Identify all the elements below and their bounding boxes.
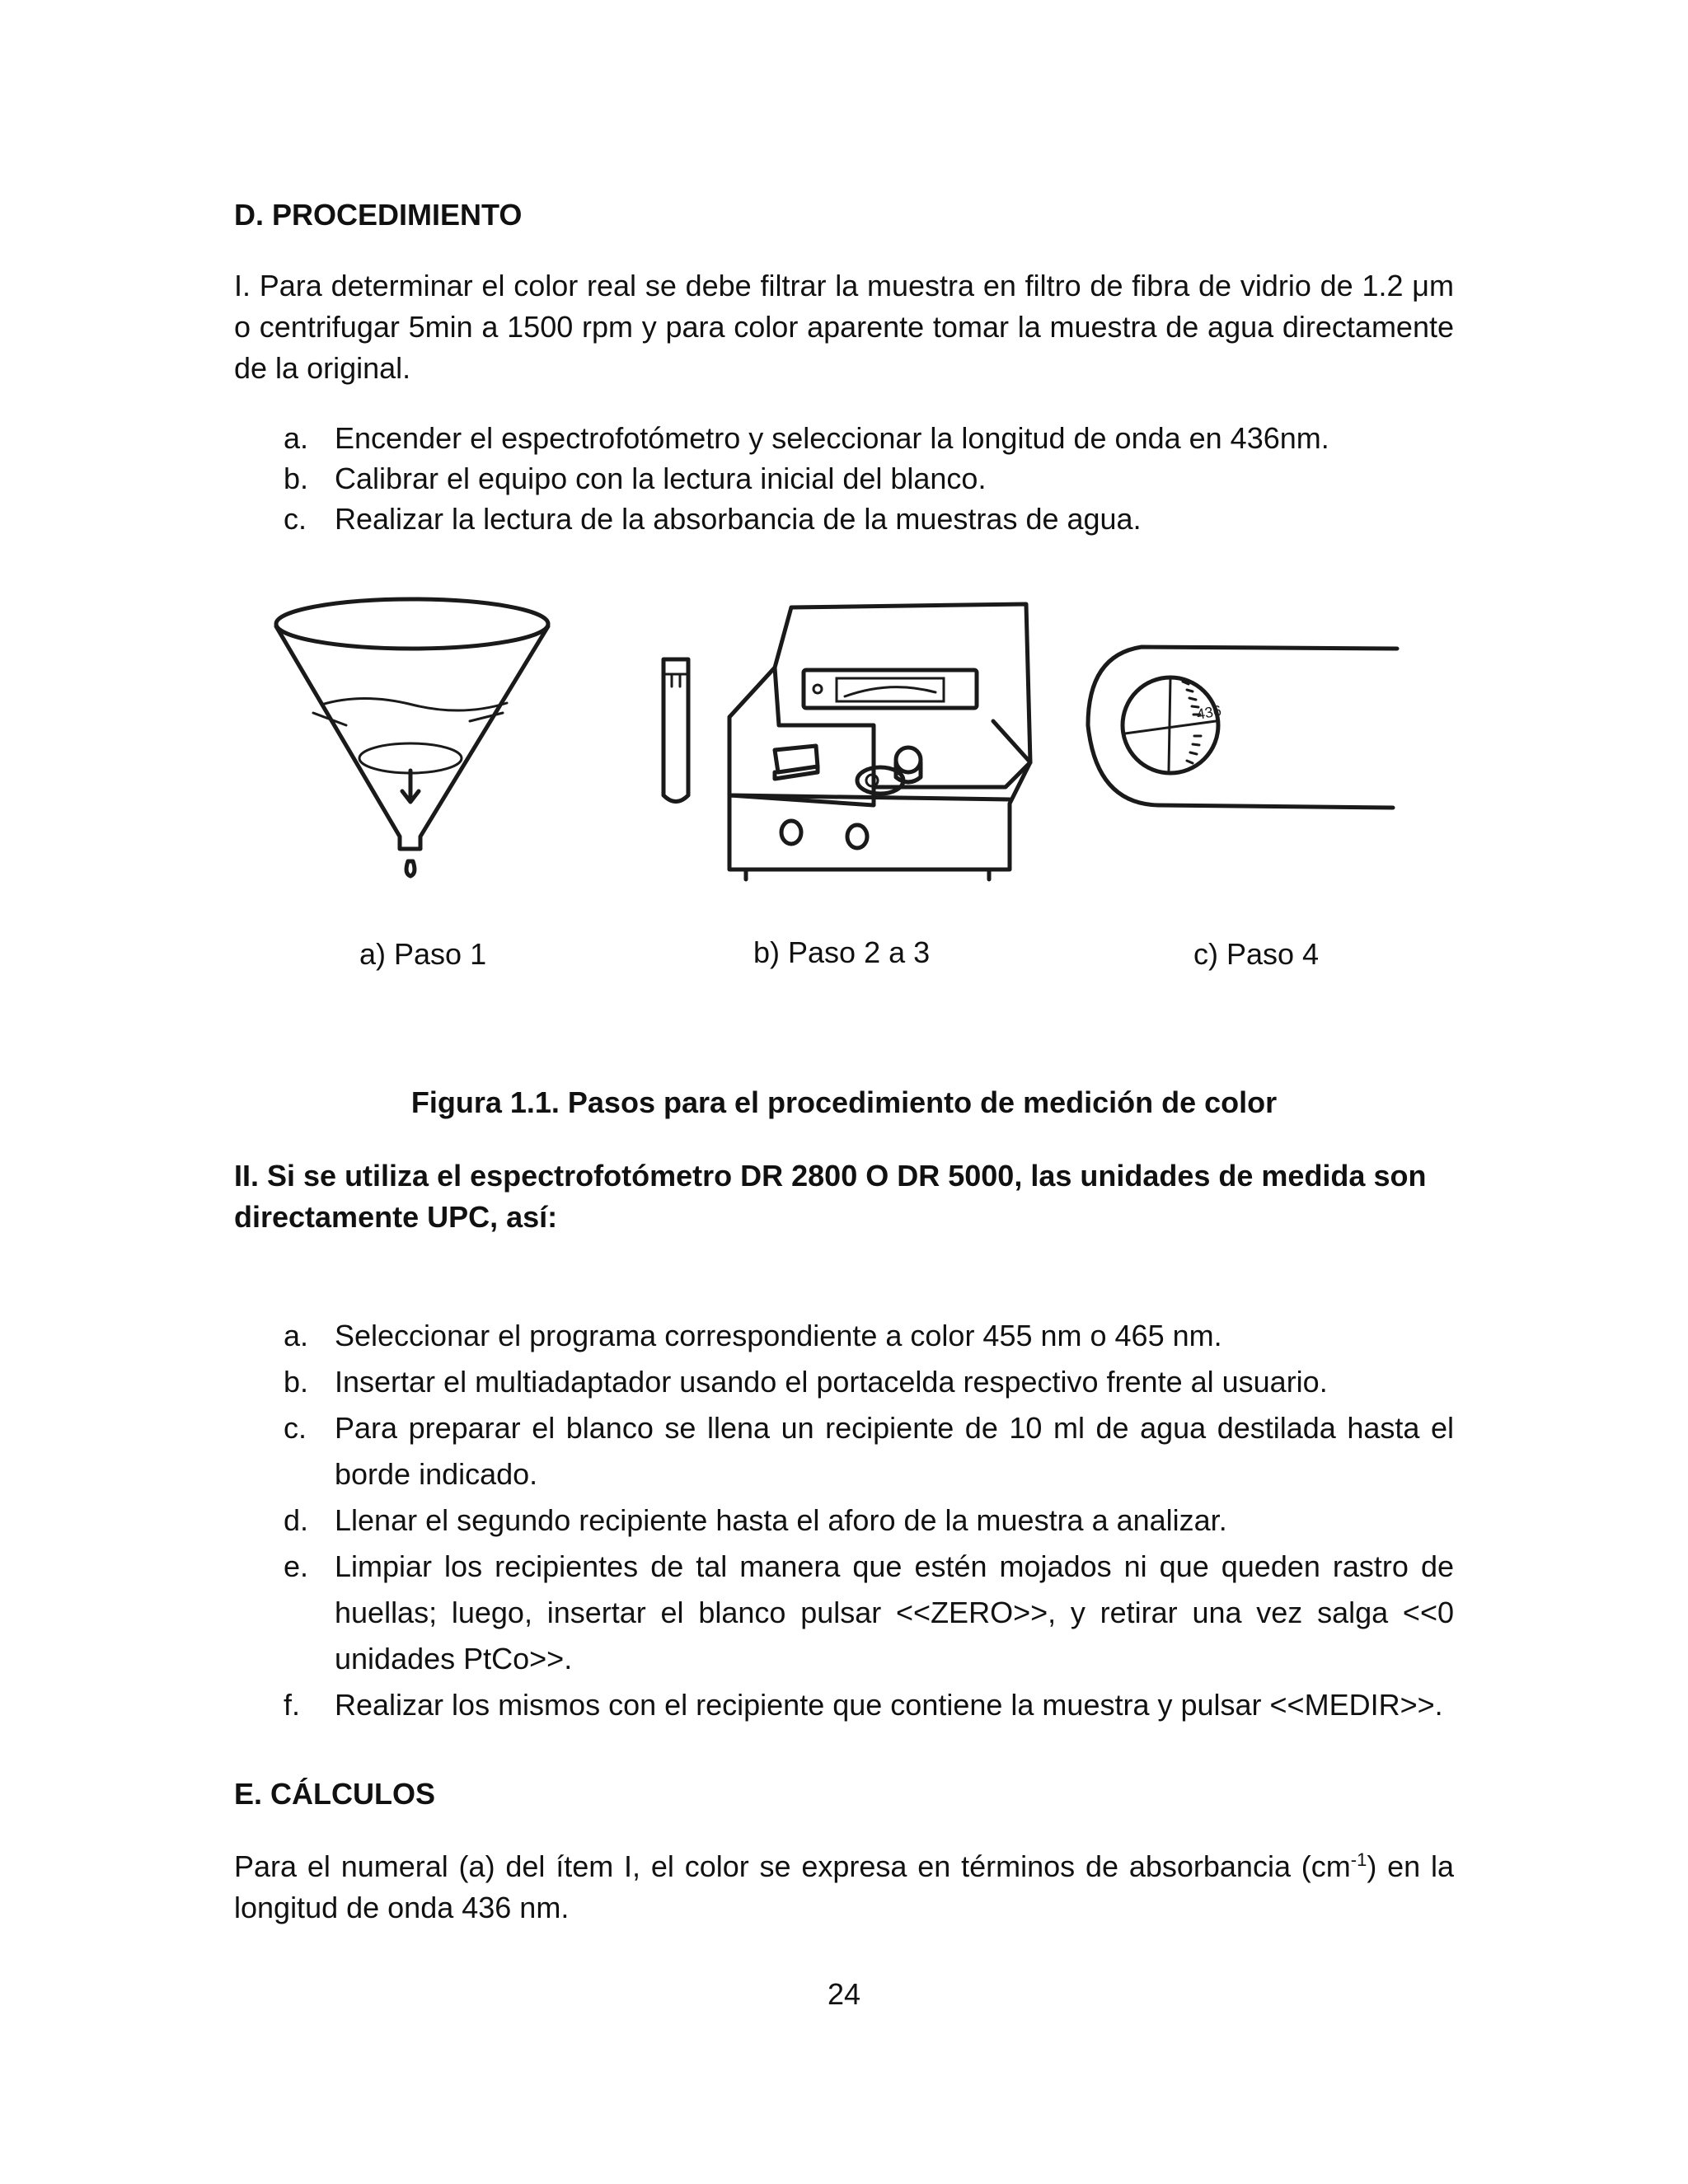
section-d-heading: D. PROCEDIMIENTO — [234, 198, 523, 232]
list-item: e. Limpiar los recipientes de tal manera que estén mojados ni que queden rastro de huellas; luego, insertar el blanco pulsar <<ZERO>>, y retirar una vez salga <<0 unidades PtCo>>. — [284, 1549, 1454, 1675]
list-item: a. Seleccionar el programa correspondiente a color 455 nm o 465 nm. — [284, 1319, 1222, 1352]
list-item: a. Encender el espectrofotómetro y seleccionar la longitud de onda en 436nm. — [284, 421, 1329, 455]
caption-paso-1: a) Paso 1 — [359, 937, 487, 971]
list-item: c. Para preparar el blanco se llena un recipiente de 10 ml de agua destilada hasta el borde indicado. — [284, 1411, 1454, 1491]
procedure-steps-list — [234, 418, 1454, 539]
calculos-paragraph: Para el numeral (a) del ítem I, el color se expresa en términos de absorbancia $(cm^{-1})$ en la longitud de onda 436 nm. — [234, 1849, 1455, 1924]
caption-paso-4: c) Paso 4 — [1193, 937, 1320, 971]
spectrophotometer-icon — [729, 604, 1030, 879]
funnel-icon — [276, 599, 548, 876]
dial-value-label: 436 — [1195, 702, 1223, 723]
caption-paso-2-3: b) Paso 2 a 3 — [753, 935, 931, 969]
wavelength-dial-icon — [1088, 647, 1397, 808]
list-item: c. Realizar la lectura de la absorbancia de la muestras de agua. — [284, 502, 1142, 536]
test-tube-icon — [663, 659, 688, 802]
dr-procedure-steps-list — [234, 1313, 1454, 1728]
list-item: b. Insertar el multiadaptador usando el portacelda respectivo frente al usuario. — [284, 1365, 1328, 1399]
figure-title: Figura 1.1. Pasos para el procedimiento de medición de color — [410, 1085, 1278, 1119]
list-item: f. Realizar los mismos con el recipiente que contiene la muestra y pulsar <<MEDIR>>. — [284, 1688, 1443, 1722]
procedure-figure — [264, 589, 1434, 919]
intro-paragraph: I. Para determinar el color real se debe filtrar la muestra en filtro de fibra de vidrio de 1.2 μm o centrifugar 5min a 1500 rpm y para color aparente tomar la muestra de agua directamente de la original. — [234, 269, 1454, 385]
section-ii-heading: II. Si se utiliza el espectrofotómetro DR 2800 O DR 5000, las unidades de medida son directamente UPC, así: — [234, 1159, 1427, 1234]
page-number: 24 — [827, 1977, 861, 2011]
section-e-heading: E. CÁLCULOS — [234, 1777, 436, 1811]
list-item: b. Calibrar el equipo con la lectura inicial del blanco. — [284, 462, 987, 495]
list-item: d. Llenar el segundo recipiente hasta el aforo de la muestra a analizar. — [284, 1503, 1227, 1537]
